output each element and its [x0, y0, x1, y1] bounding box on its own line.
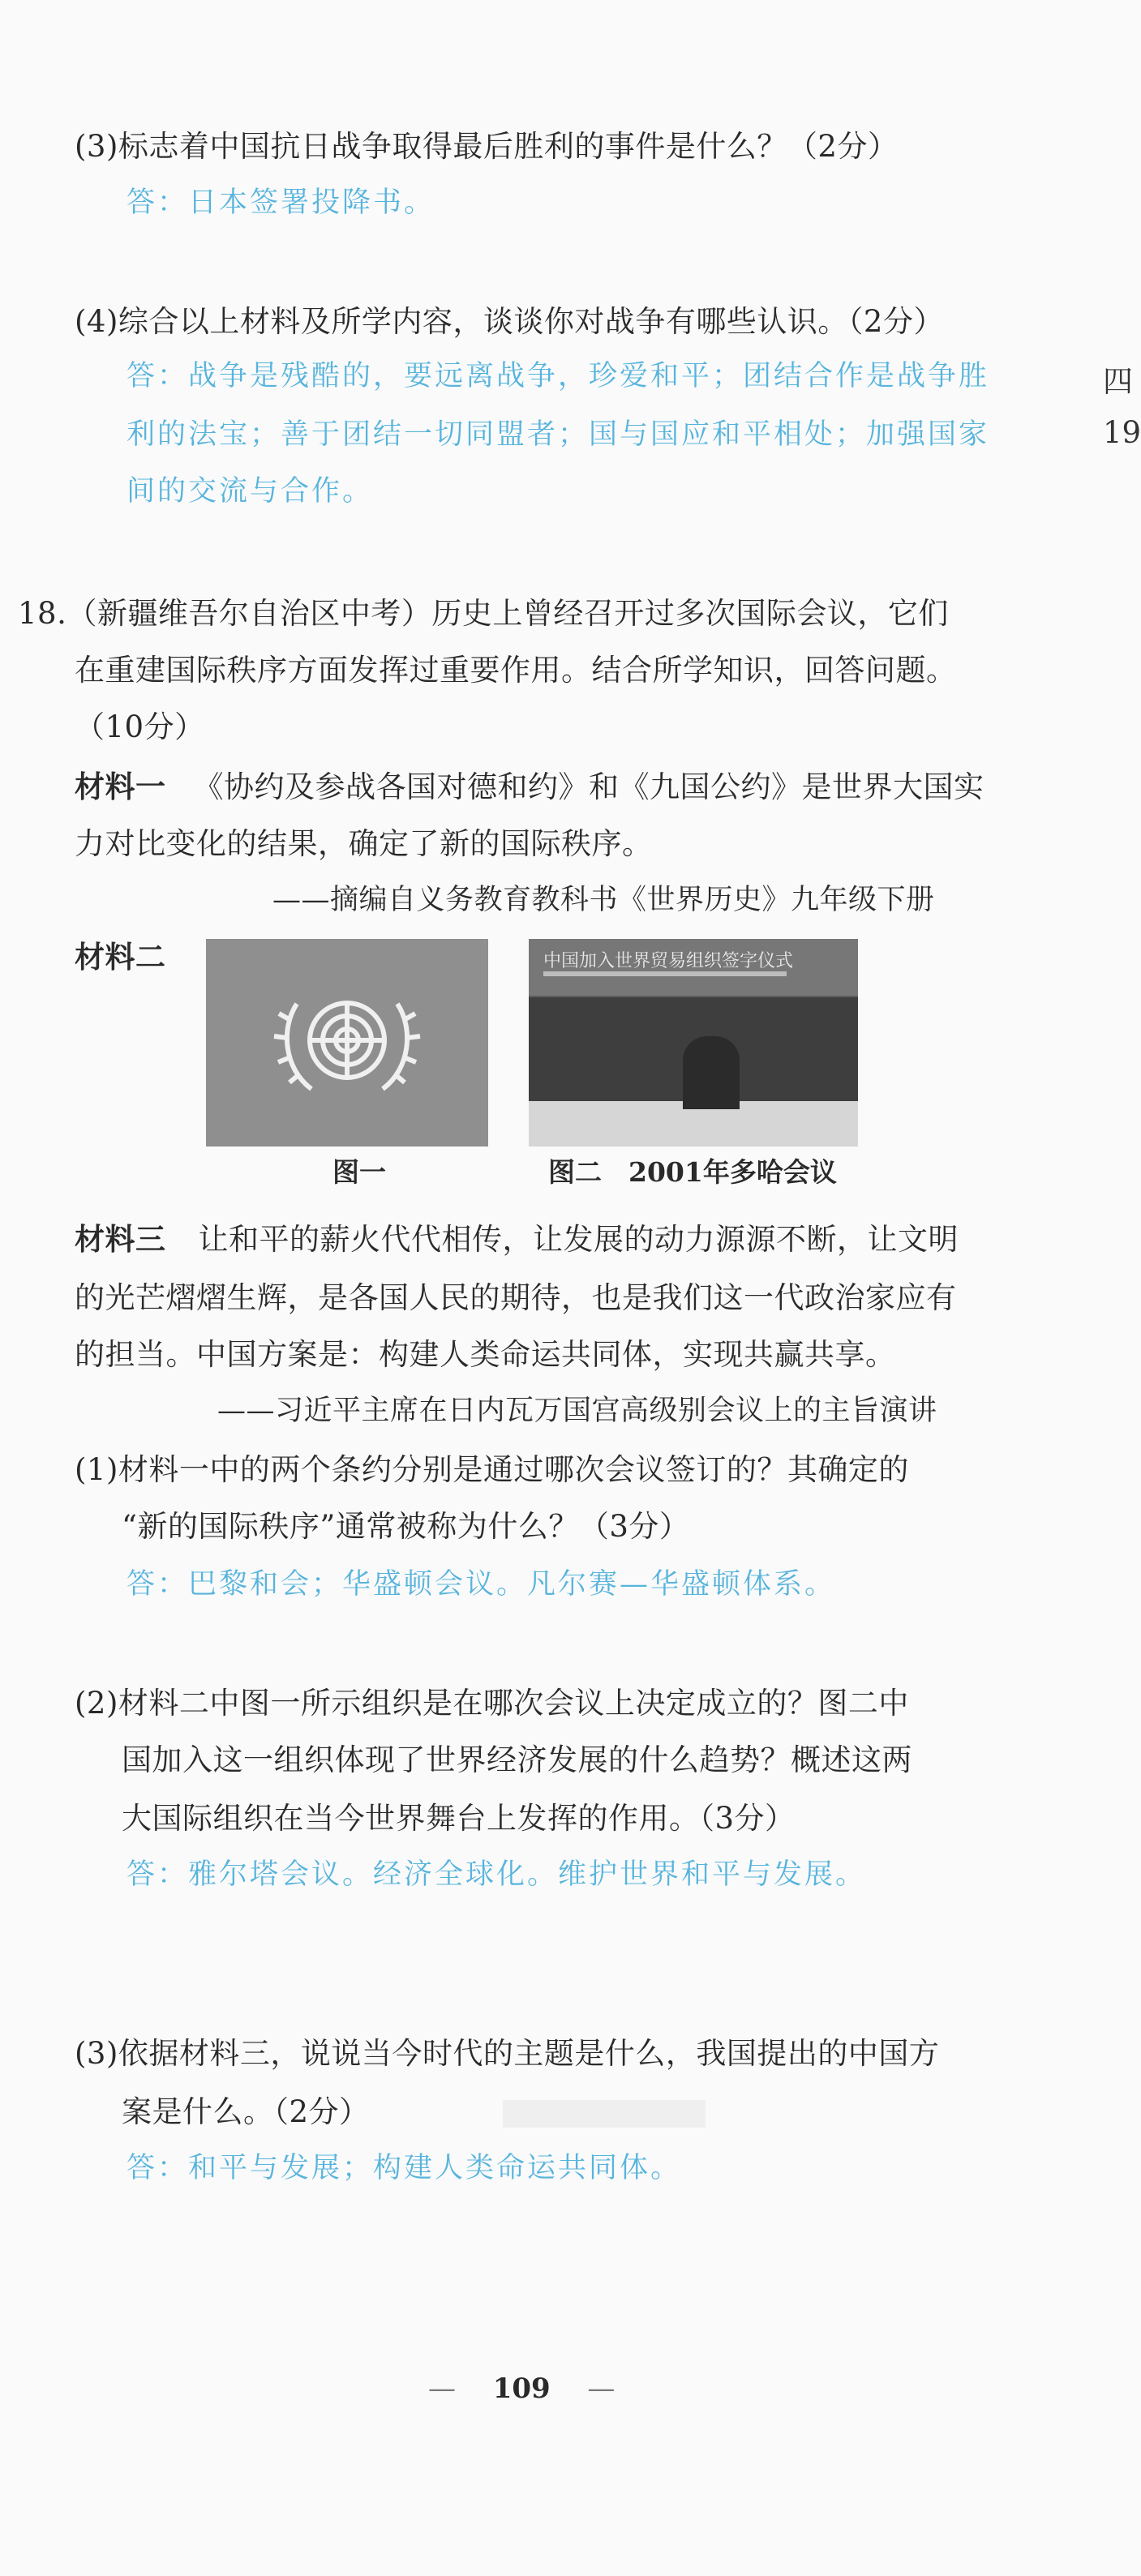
figure-1-un-emblem [206, 939, 488, 1147]
faint-watermark [503, 2100, 706, 2128]
material-3 [75, 1215, 959, 1258]
q18-question-1-line-1: (1)材料一中的两个条约分别是通过哪次会议签订的？其确定的 [75, 1452, 909, 1487]
un-emblem-icon [206, 939, 488, 1147]
page-number: 109 [492, 2372, 551, 2405]
material-3-text-2: 的光芒熠熠生辉，是各国人民的期待，也是我们这一代政治家应有 [75, 1280, 957, 1315]
edge-text-2: 19 [1103, 415, 1141, 450]
q18-question-2-line-1: (2)材料二中图一所示组织是在哪次会议上决定成立的？图二中 [75, 1686, 909, 1721]
q18-stem-line-2: 在重建国际秩序方面发挥过重要作用。结合所学知识，回答问题。 [75, 653, 957, 688]
q18-answer-2: 答：雅尔塔会议。经济全球化。维护世界和平与发展。 [127, 1858, 867, 1891]
q17-answer-4-line-2: 利的法宝；善于团结一切同盟者；国与国应和平相处；加强国家 [127, 418, 990, 451]
material-1-text-1: 《协约及参战各国对德和约》和《九国公约》是世界大国实 [193, 769, 984, 804]
q17-answer-3: 答：日本签署投降书。 [127, 186, 435, 219]
figure-2-caption: 图二 2001年多哈会议 [548, 1156, 837, 1188]
figure-2-banner-subtitle [543, 971, 787, 976]
figure-2-doha-photo [529, 939, 858, 1147]
q18-question-3-line-2: 案是什么。（2分） [122, 2094, 370, 2129]
q18-question-3-line-1: (3)依据材料三，说说当今时代的主题是什么，我国提出的中国方 [75, 2036, 940, 2071]
material-2-label: 材料二 [75, 939, 166, 975]
q18-stem-line-3: （10分） [75, 709, 205, 744]
material-3-label: 材料三 [75, 1221, 166, 1257]
material-3-text-3: 的担当。中国方案是：构建人类命运共同体，实现共赢共享。 [75, 1337, 896, 1372]
material-1-text-2: 力对比变化的结果，确定了新的国际秩序。 [75, 826, 653, 861]
q18-question-2-line-2: 国加入这一组织体现了世界经济发展的什么趋势？概述这两 [122, 1742, 912, 1777]
figure-2-signer [683, 1036, 740, 1109]
q17-question-4: (4)综合以上材料及所学内容，谈谈你对战争有哪些认识。（2分） [75, 304, 944, 339]
q18-answer-3: 答：和平与发展；构建人类命运共同体。 [127, 2152, 682, 2184]
page-number-group [428, 2372, 615, 2405]
material-1-label: 材料一 [75, 769, 166, 804]
q17-answer-4-line-1: 答：战争是残酷的，要远离战争，珍爱和平；团结合作是战争胜 [127, 360, 990, 392]
figure-2-banner-text: 中国加入世界贸易组织签字仪式 [543, 951, 794, 971]
page-dash-right: — [587, 2372, 616, 2405]
figure-1-caption: 图一 [332, 1156, 386, 1188]
q18-question-1-line-2: “新的国际秩序”通常被称为什么？（3分） [122, 1509, 690, 1544]
material-3-text-1: 让和平的薪火代代相传，让发展的动力源源不断，让文明 [198, 1222, 959, 1257]
q18-stem-line-1: 18.（新疆维吾尔自治区中考）历史上曾经召开过多次国际会议，它们 [18, 596, 949, 631]
q17-question-3: (3)标志着中国抗日战争取得最后胜利的事件是什么？（2分） [75, 129, 899, 164]
material-1-source: ——摘编自义务教育教科书《世界历史》九年级下册 [272, 884, 935, 916]
edge-text-1: 四 [1103, 364, 1133, 399]
q18-answer-1: 答：巴黎和会；华盛顿会议。凡尔赛—华盛顿体系。 [127, 1568, 836, 1601]
material-3-source: ——习近平主席在日内瓦万国宫高级别会议上的主旨演讲 [217, 1395, 937, 1427]
q17-answer-4-line-3: 间的交流与合作。 [127, 475, 374, 508]
material-1 [75, 762, 984, 806]
q18-question-2-line-3: 大国际组织在当今世界舞台上发挥的作用。（3分） [122, 1801, 796, 1836]
page-dash-left: — [428, 2372, 456, 2405]
